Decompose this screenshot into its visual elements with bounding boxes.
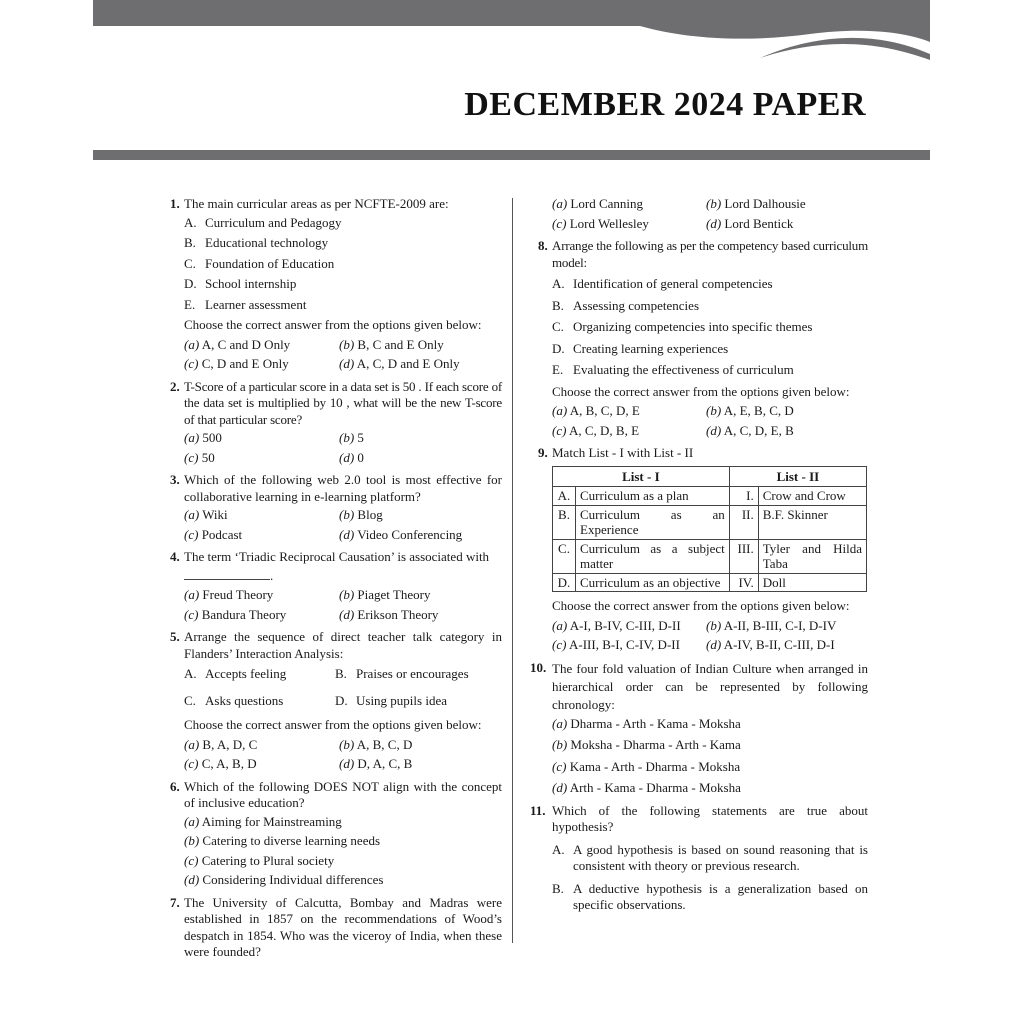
question-8: 8. Arrange the following as per the competency based curriculum model: A. Identification of general competencies B. Assessing competencies C. Organizing competencies into specific themes D. Creating learning experiences E. Evaluating the effectiveness of curriculum Choose the correct answer from the options given below: (a) A, B, C, D, E (b) A, E, B, C, D (c) A, C, D, B, E (d) A, C, D, E, B bbox=[538, 238, 868, 438]
option: (a) A-I, B-IV, C-III, D-II bbox=[552, 617, 681, 633]
question-7-options bbox=[530, 196, 868, 232]
column-divider bbox=[512, 198, 513, 943]
option: (c) Catering to Plural society bbox=[184, 852, 335, 868]
option: (a) A, B, C, D, E bbox=[552, 403, 640, 418]
answer-options bbox=[184, 507, 502, 543]
option: (b) Catering to diverse learning needs bbox=[184, 833, 381, 848]
answer-options bbox=[552, 716, 868, 797]
answer-options bbox=[184, 737, 502, 773]
answer-options bbox=[552, 403, 868, 439]
list-item: C. Asks questions bbox=[184, 692, 284, 708]
question-text: Which of the following statements are true about hypothesis? bbox=[552, 802, 868, 834]
answer-options bbox=[184, 430, 502, 466]
list-item: A. Accepts feeling bbox=[184, 666, 287, 681]
choose-instruction: Choose the correct answer from the options given below: bbox=[184, 317, 482, 332]
option: (b) Lord Dalhousie bbox=[706, 196, 806, 211]
list-item: D. Creating learning experiences bbox=[552, 340, 729, 356]
header-rule bbox=[93, 150, 930, 160]
choose-instruction: Choose the correct answer from the options given below: bbox=[184, 717, 482, 732]
option: (a) Wiki bbox=[184, 507, 228, 522]
option: (a) 500 bbox=[184, 430, 222, 445]
column-header: List - I bbox=[553, 466, 730, 487]
list-item: A. Identification of general competencies bbox=[552, 276, 773, 291]
list-item: B. Praises or encourages bbox=[335, 666, 469, 681]
question-text: T-Score of a particular score in a data set is 50 . If each score of the data set is multiplied by 10 , what will be the new T-score of that particular score? bbox=[184, 378, 502, 427]
list-item: B. Educational technology bbox=[184, 235, 329, 250]
list-item: E. Learner assessment bbox=[184, 296, 307, 312]
list-item: A. Curriculum and Pedagogy bbox=[184, 214, 342, 230]
question-6: 6. Which of the following DOES NOT align with the concept of inclusive education? (a) Aiming for Mainstreaming (b) Catering to diverse learning needs (c) Catering to Plural society (d) Considering Individual differences bbox=[170, 778, 502, 887]
choose-instruction: Choose the correct answer from the options given below: bbox=[552, 383, 850, 399]
option: (b) Blog bbox=[339, 507, 383, 522]
option: (c) Podcast bbox=[184, 526, 243, 542]
match-table bbox=[552, 466, 867, 593]
option: (c) A-III, B-I, C-IV, D-II bbox=[552, 637, 680, 652]
option: (c) C, D and E Only bbox=[184, 356, 289, 371]
answer-options bbox=[184, 814, 502, 889]
question-1: 1. The main curricular areas as per NCFTE-2009 are: A. Curriculum and Pedagogy B. Educational technology C. Foundation of Education D. School internship E. Learner assessment Choose the correct answer from the options given below: (a) A, C and D Only (b) B, C and E Only (c) C, D and E Only (d) A, C, D and E Only bbox=[170, 196, 502, 373]
option: (b) Moksha - Dharma - Arth - Kama bbox=[552, 737, 741, 752]
column-header: List - II bbox=[729, 466, 866, 487]
option: (d) 0 bbox=[339, 449, 364, 465]
option: (a) Lord Canning bbox=[552, 196, 643, 211]
list-item: E. Evaluating the effectiveness of curriculum bbox=[552, 362, 794, 377]
option: (b) Piaget Theory bbox=[339, 587, 431, 602]
table-header-row bbox=[553, 466, 867, 487]
list-item: C. Organizing competencies into specific themes bbox=[552, 319, 813, 334]
option: (c) 50 bbox=[184, 449, 215, 465]
question-4: 4. The term ‘Triadic Reciprocal Causation’ is associated with . (a) Freud Theory (b) Piaget Theory (c) Bandura Theory (d) Erikson Theory bbox=[170, 549, 502, 623]
option: (c) Bandura Theory bbox=[184, 606, 287, 622]
table-row: A. Curriculum as a plan I. Crow and Crow bbox=[553, 487, 867, 506]
list-item: D. Using pupils idea bbox=[335, 692, 447, 708]
option: (b) A-II, B-III, C-I, D-IV bbox=[706, 617, 837, 633]
option: (c) A, C, D, B, E bbox=[552, 422, 640, 438]
option: (a) Aiming for Mainstreaming bbox=[184, 813, 342, 829]
table-row: C. Curriculum as a subject matter III. Tyler and Hilda Taba bbox=[553, 539, 867, 573]
question-text: The term ‘Triadic Reciprocal Causation’ is associated with bbox=[184, 549, 490, 564]
option: (c) C, A, B, D bbox=[184, 756, 257, 771]
list-item: B. A deductive hypothesis is a generalization based on specific observations. bbox=[552, 880, 868, 912]
question-text: Which of the following DOES NOT align with the concept of inclusive education? bbox=[184, 778, 502, 810]
question-3: 3. Which of the following web 2.0 tool is most effective for collaborative learning in e-learning platform? (a) Wiki (b) Blog (c) Podcast (d) Video Conferencing bbox=[170, 472, 502, 542]
option: (d) A, C, D and E Only bbox=[339, 356, 460, 371]
option: (a) Dharma - Arth - Kama - Moksha bbox=[552, 715, 741, 731]
option: (d) Arth - Kama - Dharma - Moksha bbox=[552, 780, 741, 795]
decorative-wave bbox=[600, 20, 930, 66]
question-text: The main curricular areas as per NCFTE-2009 are: bbox=[184, 196, 449, 211]
question-text: Which of the following web 2.0 tool is most effective for collaborative learning in e-learning platform? bbox=[184, 472, 502, 504]
question-9: 9. Match List - I with List - II List - I List - II A. Curriculum as a plan I. Crow and Crow B. Curriculum as an Experience II. B.F. Skinner C. Curriculum as a subject matter III. Tyler and Hilda Taba D. Curriculum as an objective IV. Doll Choose the correct answer from the options given below: (a) A-I, B-IV, C-III, D-II (b) A-II, B-III, C-I, D-IV (c) A-III, B-I, C-IV, D-II (d) A-IV, B-II, C-III, D-I bbox=[530, 445, 868, 654]
table-row: B. Curriculum as an Experience II. B.F. Skinner bbox=[553, 505, 867, 539]
option: (d) A-IV, B-II, C-III, D-I bbox=[706, 637, 835, 652]
option: (d) Lord Bentick bbox=[706, 215, 794, 231]
question-text: Match List - I with List - II bbox=[552, 445, 694, 460]
question-10: 10. The four fold valuation of Indian Culture when arranged in hierarchical order can be represented by following chronology: (a) Dharma - Arth - Kama - Moksha (b) Moksha - Dharma - Arth - Kama (c) Kama - Arth - Dharma - Moksha (d) Arth - Kama - Dharma - Moksha bbox=[530, 659, 868, 795]
list-item: B. Assessing competencies bbox=[552, 297, 700, 313]
page-title: DECEMBER 2024 PAPER bbox=[464, 86, 866, 123]
question-text: The University of Calcutta, Bombay and Madras were established in 1857 on the recommendations of Wood’s despatch in 1854. Who was the viceroy of India, when these were founded? bbox=[184, 894, 502, 959]
question-11: 11. Which of the following statements are true about hypothesis? A. A good hypothesis is based on sound reasoning that is consistent with theory or previous research. B. A deductive hypothesis is a generalization based on specific observations. bbox=[530, 802, 868, 912]
option: (d) D, A, C, B bbox=[339, 756, 413, 771]
left-column bbox=[170, 196, 502, 965]
option: (a) B, A, D, C bbox=[184, 736, 258, 752]
option: (d) Erikson Theory bbox=[339, 606, 439, 622]
list-item: C. Foundation of Education bbox=[184, 255, 335, 271]
answer-options bbox=[552, 618, 868, 654]
option: (d) A, C, D, E, B bbox=[706, 422, 794, 438]
option: (c) Lord Wellesley bbox=[552, 215, 649, 231]
choose-instruction: Choose the correct answer from the options given below: bbox=[552, 598, 850, 613]
option: (b) B, C and E Only bbox=[339, 336, 444, 352]
question-text: Arrange the sequence of direct teacher talk category in Flanders’ Interaction Analysis: bbox=[184, 629, 502, 661]
table-row: D. Curriculum as an objective IV. Doll bbox=[553, 573, 867, 592]
question-text: The four fold valuation of Indian Culture when arranged in hierarchical order can be represented by following chronology: bbox=[552, 660, 868, 712]
question-text: Arrange the following as per the competency based curriculum model: bbox=[552, 238, 868, 270]
question-7: 7. The University of Calcutta, Bombay and Madras were established in 1857 on the recommendations of Wood’s despatch in 1854. Who was the viceroy of India, when these were founded? bbox=[170, 894, 502, 959]
option: (b) A, B, C, D bbox=[339, 736, 413, 752]
answer-options bbox=[552, 196, 868, 232]
list-items bbox=[184, 664, 502, 713]
list-item: A. A good hypothesis is based on sound reasoning that is consistent with theory or previous research. bbox=[552, 841, 868, 873]
option: (c) Kama - Arth - Dharma - Moksha bbox=[552, 758, 741, 774]
answer-options bbox=[184, 337, 502, 373]
answer-blank: . bbox=[184, 568, 502, 585]
option: (b) 5 bbox=[339, 430, 364, 445]
answer-options bbox=[184, 587, 502, 623]
option: (a) Freud Theory bbox=[184, 587, 274, 602]
option: (a) A, C and D Only bbox=[184, 336, 291, 352]
option: (d) Video Conferencing bbox=[339, 526, 463, 542]
option: (b) A, E, B, C, D bbox=[706, 403, 794, 418]
right-column bbox=[530, 196, 868, 918]
option: (d) Considering Individual differences bbox=[184, 872, 384, 887]
list-item: D. School internship bbox=[184, 276, 297, 291]
question-5: 5. Arrange the sequence of direct teacher talk category in Flanders’ Interaction Analysis: A. Accepts feeling B. Praises or encourages C. Asks questions D. Using pupils idea Choose the correct answer from the options given below: (a) B, A, D, C (b) A, B, C, D (c) C, A, B, D (d) D, A, C, B bbox=[170, 629, 502, 771]
question-2: 2. T-Score of a particular score in a data set is 50 . If each score of the data set is multiplied by 10 , what will be the new T-score of that particular score? (a) 500 (b) 5 (c) 50 (d) 0 bbox=[170, 378, 502, 465]
